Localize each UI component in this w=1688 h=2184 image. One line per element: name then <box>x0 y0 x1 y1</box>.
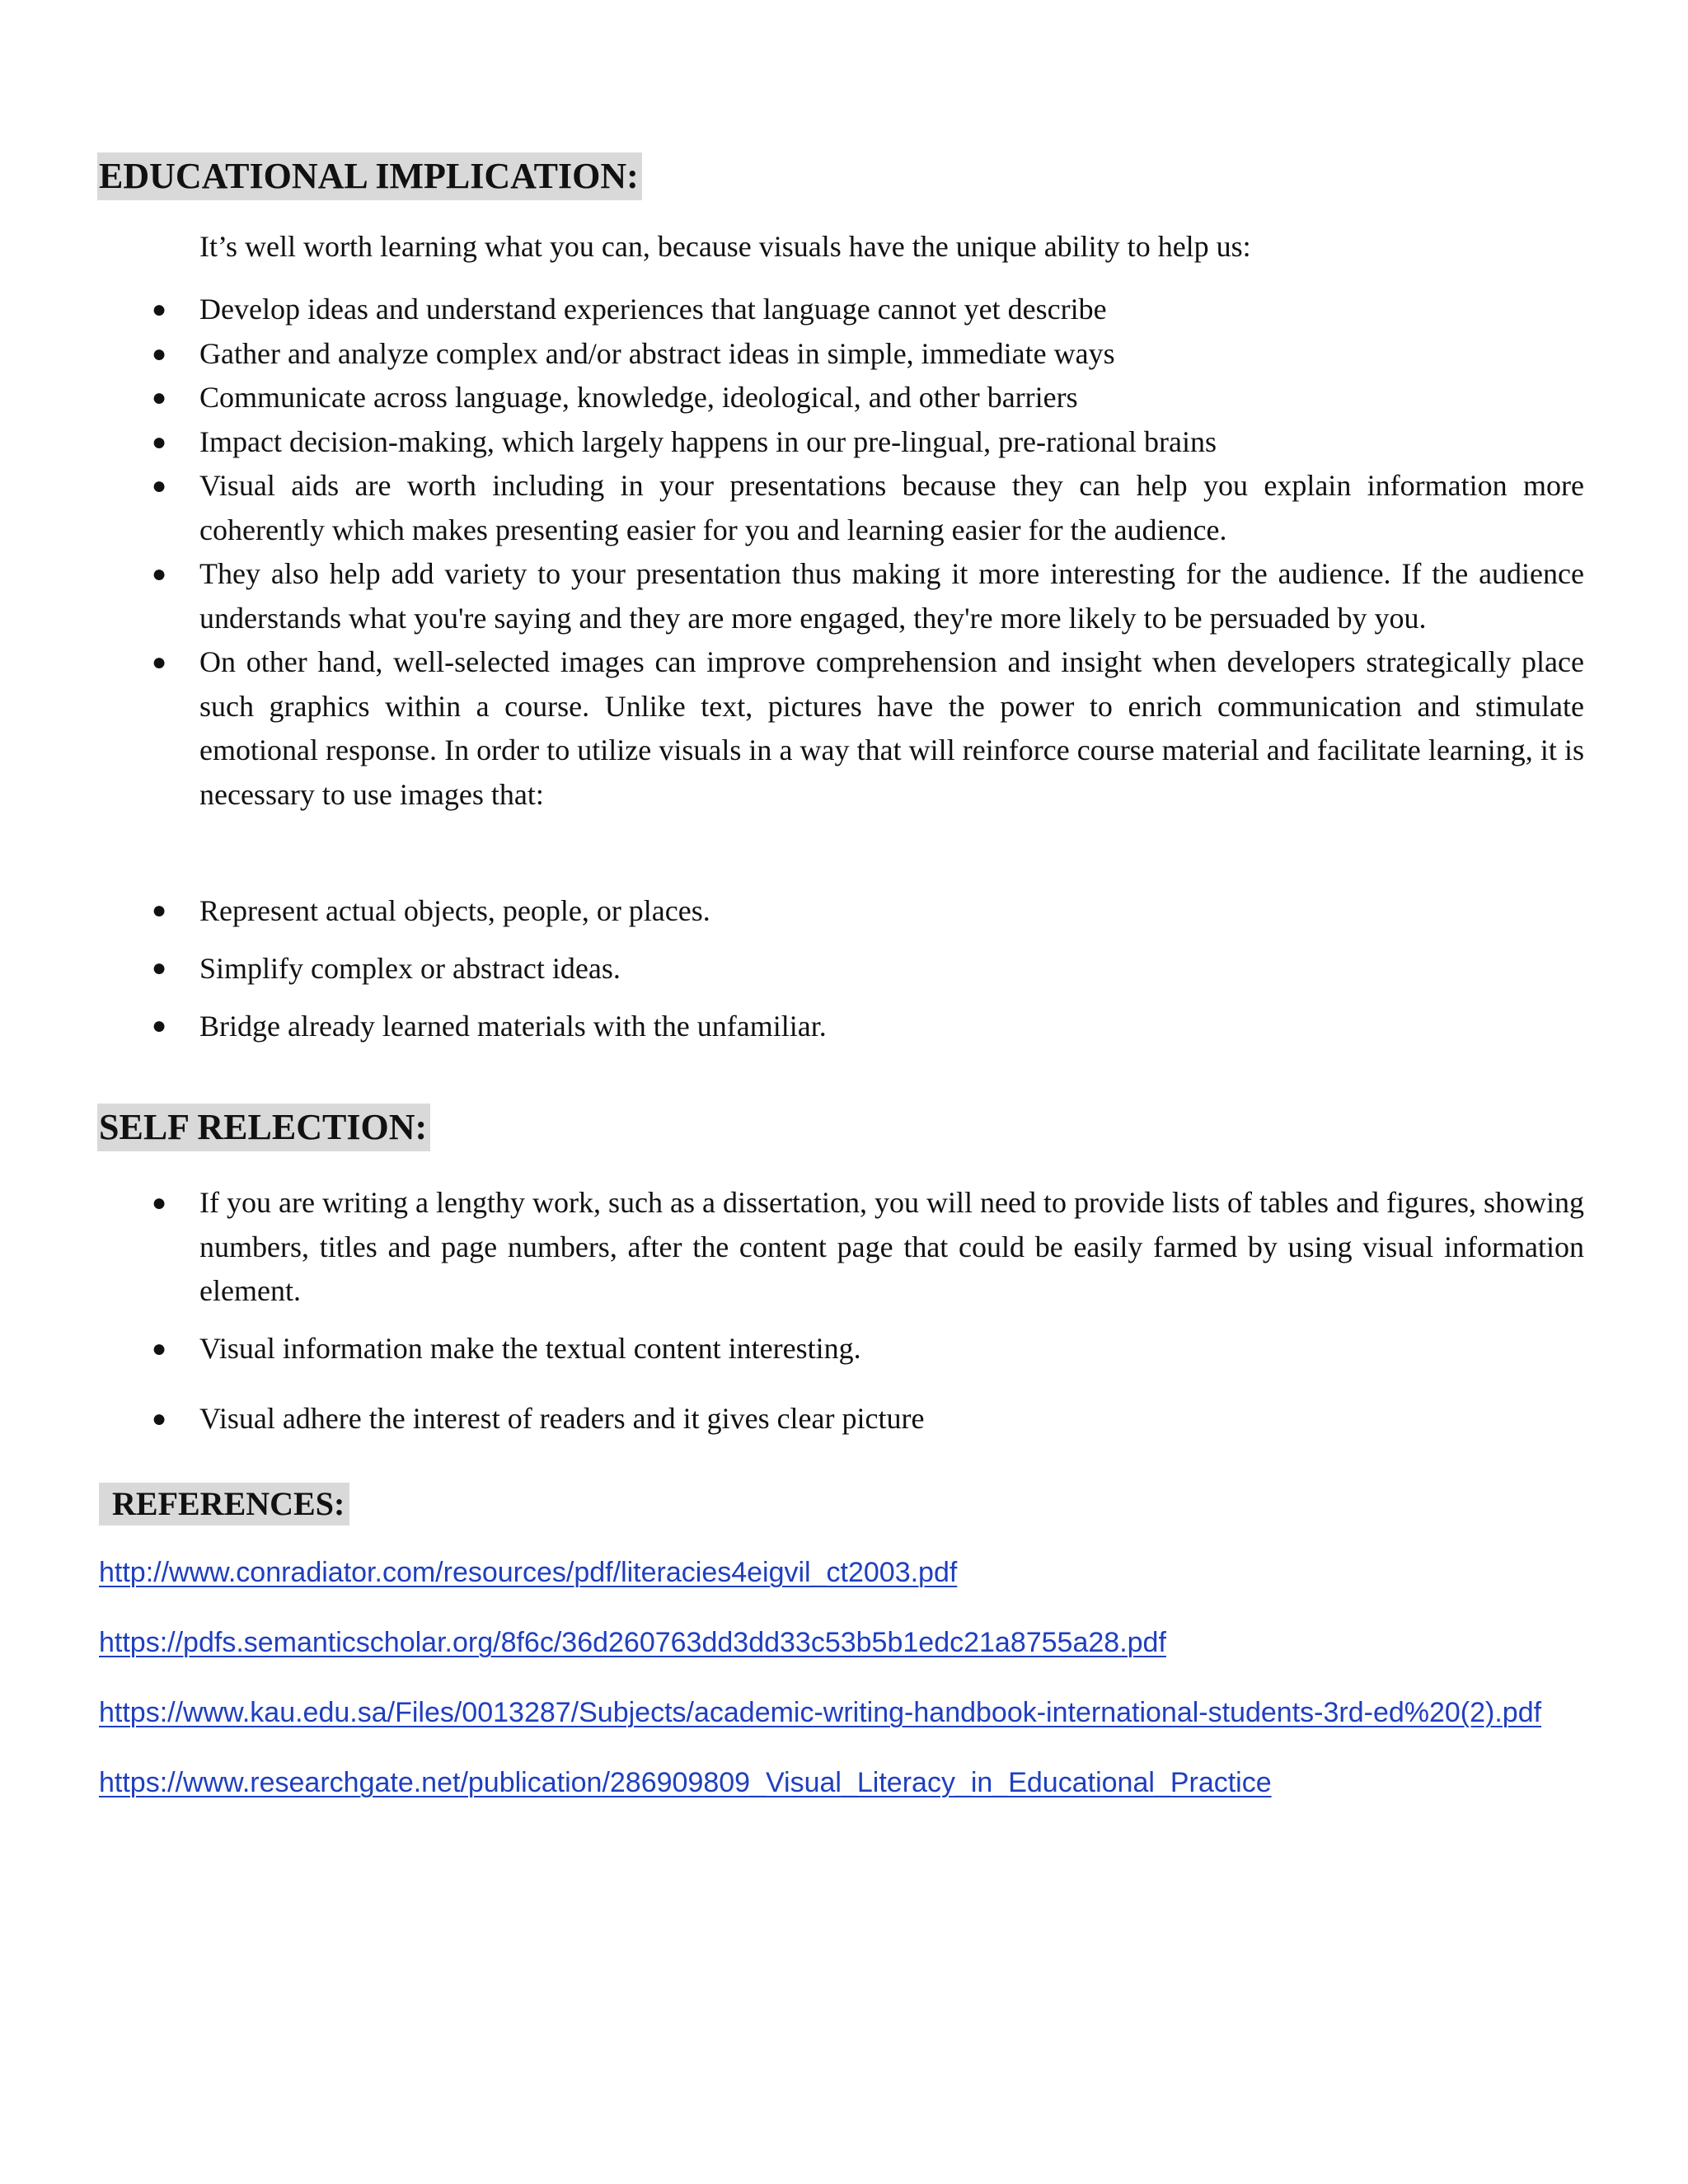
bullet-icon: ● <box>152 649 167 676</box>
bullet-icon: ● <box>152 1334 167 1362</box>
list-item-text: Bridge already learned materials with the unfamiliar. <box>199 1010 827 1043</box>
reference-item <box>99 1694 1541 1764</box>
list-item <box>0 332 1584 377</box>
list-item-text: If you are writing a lengthy work, such as a dissertation, you will need to provide lists of tables and figures, showing numbers, titles and page numbers, after the content page that could be easily farmed by using visual information element. <box>199 1186 1584 1307</box>
list-item <box>0 940 1584 997</box>
list-item-text: They also help add variety to your presentation thus making it more interesting for the audience. If the audience understands what you're saying and they are more engaged, they're more likely to be persuaded by you. <box>199 557 1584 635</box>
reference-item <box>99 1764 1541 1834</box>
bullet-icon: ● <box>152 954 167 982</box>
list-item-text: Impact decision-making, which largely happens in our pre-lingual, pre-rational brains <box>199 424 1217 458</box>
list-item <box>0 288 1584 332</box>
bullet-icon: ● <box>152 472 167 499</box>
image-uses-list <box>0 882 1584 1055</box>
bullet-icon: ● <box>152 1189 167 1216</box>
list-item-text: On other hand, well-selected images can improve comprehension and insight when developers strategically place such graphics within a course. Unlike text, pictures have the power to enrich communication and stimulate emotional response. In order to utilize visuals in a way that will reinforce course material and facilitate learning, it is necessary to use images that: <box>199 645 1584 811</box>
reference-item <box>99 1554 1541 1624</box>
bullet-icon: ● <box>152 560 167 588</box>
list-item-text: Visual information make the textual content interesting. <box>199 1331 861 1365</box>
list-item <box>0 464 1584 552</box>
reference-item <box>99 1624 1541 1694</box>
educational-implication-list <box>0 288 1584 817</box>
list-item <box>0 1327 1584 1371</box>
self-reflection-list <box>0 1181 1584 1441</box>
bullet-icon: ● <box>152 1012 167 1039</box>
list-item-text: Represent actual objects, people, or places. <box>199 894 710 927</box>
bullet-icon: ● <box>152 296 167 323</box>
list-item-text: Visual adhere the interest of readers and it gives clear picture <box>199 1402 925 1435</box>
bullet-icon: ● <box>152 897 167 924</box>
list-item-text: Develop ideas and understand experiences that language cannot yet describe <box>199 293 1107 326</box>
bullet-icon: ● <box>152 384 167 411</box>
intro-paragraph: It’s well worth learning what you can, because visuals have the unique ability to help us: <box>199 230 1251 263</box>
reference-link[interactable]: https://pdfs.semanticscholar.org/8f6c/36d260763dd3dd33c53b5b1edc21a8755a28.pdf <box>99 1627 1166 1658</box>
list-item <box>0 552 1584 640</box>
list-item-text: Visual aids are worth including in your presentations because they can help you explain information more coherently which makes presenting easier for you and learning easier for the audience. <box>199 469 1584 546</box>
reference-link[interactable]: https://www.kau.edu.sa/Files/0013287/Subjects/academic-writing-handbook-international-students-3rd-ed%20(2).pdf <box>99 1697 1542 1728</box>
bullet-icon: ● <box>152 428 167 456</box>
educational-implication-heading: EDUCATIONAL IMPLICATION: <box>97 152 642 200</box>
bullet-icon: ● <box>152 1405 167 1432</box>
list-item <box>0 997 1584 1055</box>
list-item <box>0 882 1584 940</box>
bullet-icon: ● <box>152 340 167 368</box>
list-item <box>0 640 1584 817</box>
list-item-text: Simplify complex or abstract ideas. <box>199 952 621 985</box>
list-item-text: Gather and analyze complex and/or abstract ideas in simple, immediate ways <box>199 336 1115 370</box>
list-item <box>0 1181 1584 1314</box>
list-item <box>0 1397 1584 1441</box>
list-item-text: Communicate across language, knowledge, ideological, and other barriers <box>199 381 1078 414</box>
self-reflection-heading: SELF RELECTION: <box>97 1104 430 1151</box>
references-heading: REFERENCES: <box>99 1483 349 1526</box>
reference-link[interactable]: https://www.researchgate.net/publication/286909809_Visual_Literacy_in_Educational_Practice <box>99 1767 1272 1798</box>
list-item <box>0 376 1584 420</box>
references-list <box>99 1554 1541 1834</box>
reference-link[interactable]: http://www.conradiator.com/resources/pdf/literacies4eigvil_ct2003.pdf <box>99 1557 958 1588</box>
list-item <box>0 420 1584 465</box>
